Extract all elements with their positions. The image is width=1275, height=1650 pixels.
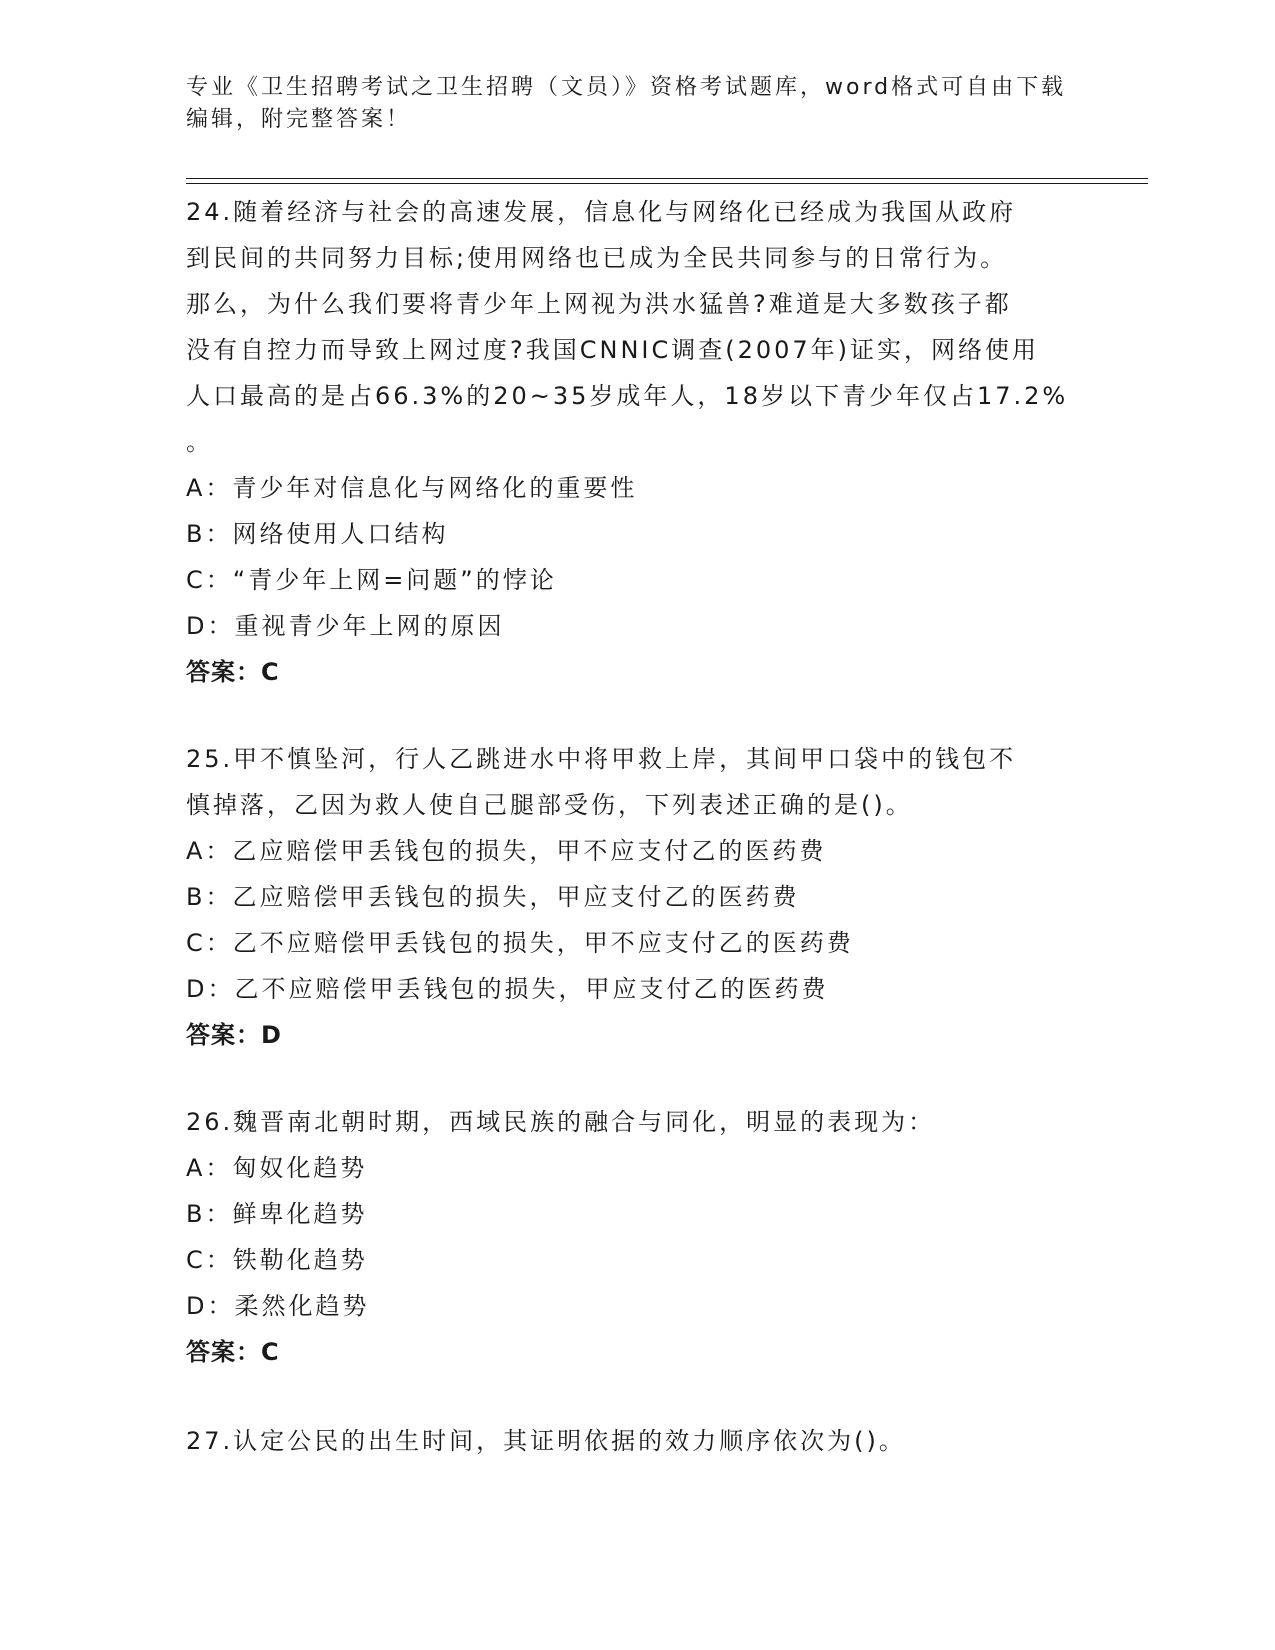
question-text-line: 人口最高的是占66.3%的20~35岁成年人，18岁以下青少年仅占17.2% [186,382,1069,410]
answer: 答案：C [186,658,280,686]
header-line-1: 专业《卫生招聘考试之卫生招聘（文员）》资格考试题库，word格式可自由下载 [186,75,1067,100]
option-d: D：重视青少年上网的原因 [186,612,505,640]
question-text-line: 24.随着经济与社会的高速发展，信息化与网络化已经成为我国从政府 [186,198,1017,226]
option-d: D：柔然化趋势 [186,1292,370,1320]
question-text-line: 。 [186,428,213,456]
document-header [186,72,1086,136]
question-text-line: 没有自控力而导致上网过度?我国CNNIC调查(2007年)证实，网络使用 [186,336,1040,364]
option-c: C：铁勒化趋势 [186,1246,368,1274]
option-b: B：鲜卑化趋势 [186,1200,368,1228]
option-c: C：“青少年上网=问题”的悖论 [186,566,557,594]
header-line-2: 编辑，附完整答案！ [186,107,412,132]
answer: 答案：C [186,1338,280,1366]
question-27 [186,1418,1086,1464]
question-25 [186,736,1086,1058]
option-d: D：乙不应赔偿甲丢钱包的损失，甲应支付乙的医药费 [186,975,829,1003]
question-text-line: 慎掉落，乙因为救人使自己腿部受伤，下列表述正确的是()。 [186,791,913,819]
question-text-line: 25.甲不慎坠河，行人乙跳进水中将甲救上岸，其间甲口袋中的钱包不 [186,745,1017,773]
question-text-line: 27.认定公民的出生时间，其证明依据的效力顺序依次为()。 [186,1427,906,1455]
question-26 [186,1099,1086,1375]
option-c: C：乙不应赔偿甲丢钱包的损失，甲不应支付乙的医药费 [186,929,854,957]
option-a: A：匈奴化趋势 [186,1154,368,1182]
header-rule-bottom [186,183,1148,184]
question-text-line: 26.魏晋南北朝时期，西域民族的融合与同化，明显的表现为： [186,1108,936,1136]
option-b: B：乙应赔偿甲丢钱包的损失，甲应支付乙的医药费 [186,883,800,911]
option-a: A：青少年对信息化与网络化的重要性 [186,474,638,502]
option-b: B：网络使用人口结构 [186,520,449,548]
question-text-line: 那么，为什么我们要将青少年上网视为洪水猛兽?难道是大多数孩子都 [186,290,1012,318]
answer: 答案：D [186,1021,282,1049]
question-text-line: 到民间的共同努力目标;使用网络也已成为全民共同参与的日常行为。 [186,244,1008,272]
option-a: A：乙应赔偿甲丢钱包的损失，甲不应支付乙的医药费 [186,837,827,865]
header-rule-top [186,178,1148,179]
question-24 [186,189,1086,695]
